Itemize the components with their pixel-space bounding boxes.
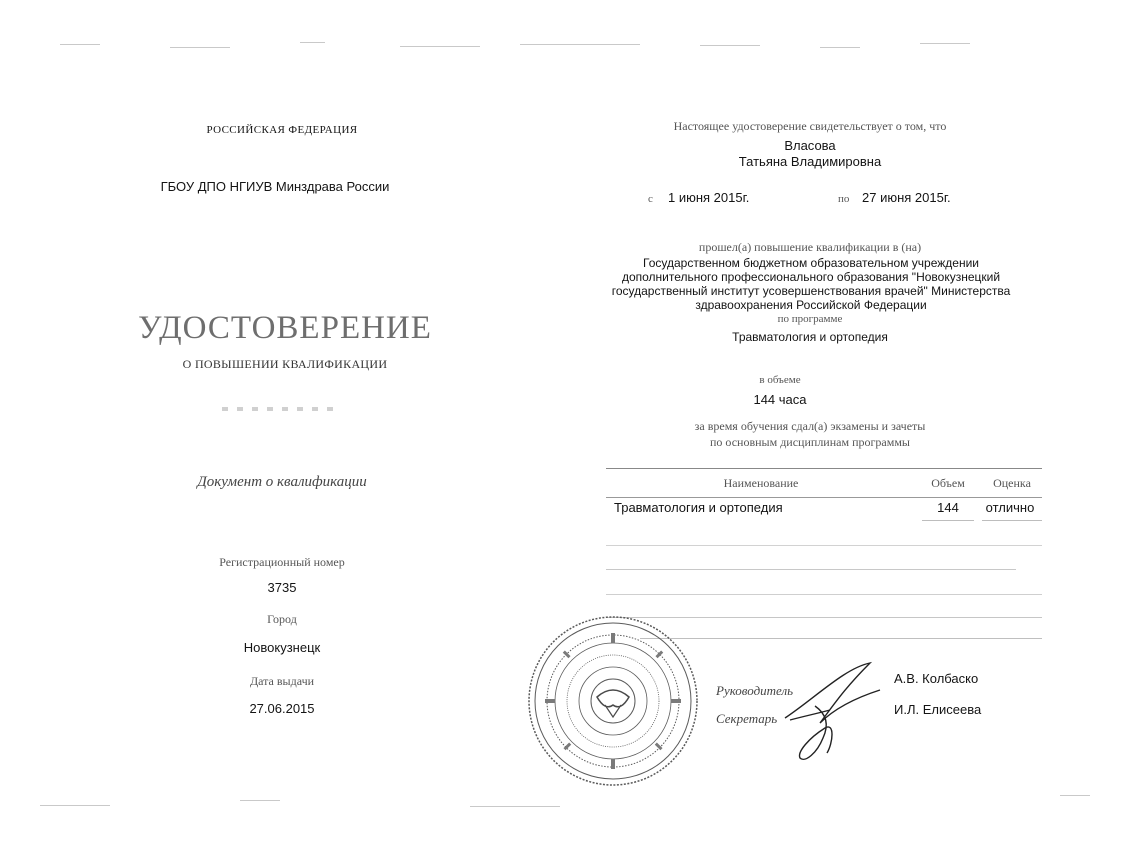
document-title: УДОСТОВЕРЕНИЕ [138, 310, 432, 346]
holder-surname: Власова [784, 138, 836, 153]
institution-line: государственный институт усовершенствования врачей" Министерства [611, 284, 1011, 298]
table-cell-grade: отлично [985, 500, 1035, 515]
program-label: по программе [777, 313, 843, 325]
handwritten-signature-icon [775, 658, 890, 768]
table-row-line [606, 569, 1016, 570]
organization-short-name: ГБОУ ДПО НГИУВ Минздрава России [160, 179, 390, 194]
table-row-line [982, 520, 1042, 521]
table-row-line [922, 520, 974, 521]
period-from-label: с [648, 193, 653, 205]
institution-line: Государственном бюджетном образовательном учреждении [643, 256, 979, 270]
head-role-label: Руководитель [716, 683, 794, 698]
volume-value: 144 часа [753, 392, 807, 407]
exams-line: за время обучения сдал(а) экзамены и зачеты [694, 419, 926, 433]
registration-label: Регистрационный номер [219, 555, 345, 569]
issue-date-label: Дата выдачи [249, 674, 315, 688]
institution-line: здравоохранения Российской Федерации [695, 298, 927, 312]
institution-line: дополнительного профессионального образования "Новокузнецкий [621, 270, 1001, 284]
city-value: Новокузнецк [243, 640, 321, 655]
passed-training-text: прошел(а) повышение квалификации в (на) [698, 240, 922, 254]
certifies-text: Настоящее удостоверение свидетельствует о том, что [673, 119, 947, 133]
period-to-label: по [838, 193, 850, 205]
city-label: Город [267, 612, 297, 626]
head-name: А.В. Колбаско [894, 671, 979, 686]
table-cell-volume: 144 [937, 500, 959, 515]
table-header-name: Наименование [723, 476, 799, 490]
secretary-role-label: Секретарь [716, 711, 778, 726]
official-seal-stamp-icon [525, 613, 701, 789]
table-top-border [606, 468, 1042, 469]
volume-label: в объеме [759, 374, 801, 386]
secretary-name: И.Л. Елисеева [894, 702, 982, 717]
document-kind: Документ о квалификации [197, 474, 367, 490]
table-cell-name: Травматология и ортопедия [614, 500, 783, 515]
period-to-date: 27 июня 2015г. [862, 190, 951, 205]
registration-number: 3735 [267, 580, 297, 595]
period-from-date: 1 июня 2015г. [668, 190, 750, 205]
exams-line: по основным дисциплинам программы [709, 435, 910, 449]
program-name: Травматология и ортопедия [732, 330, 888, 344]
table-header-grade: Оценка [993, 476, 1031, 490]
exams-text [600, 418, 1020, 450]
table-header-border [606, 497, 1042, 498]
table-row-line [606, 594, 1042, 595]
document-subtitle: О ПОВЫШЕНИИ КВАЛИФИКАЦИИ [182, 357, 388, 371]
table-row-line [606, 545, 1042, 546]
faint-serial-marks [222, 398, 357, 406]
holder-given-names: Татьяна Владимировна [738, 154, 882, 169]
institution-name [596, 256, 1026, 312]
table-header-volume: Объем [931, 476, 965, 490]
issue-date-value: 27.06.2015 [249, 701, 315, 716]
country-heading: РОССИЙСКАЯ ФЕДЕРАЦИЯ [206, 124, 358, 136]
